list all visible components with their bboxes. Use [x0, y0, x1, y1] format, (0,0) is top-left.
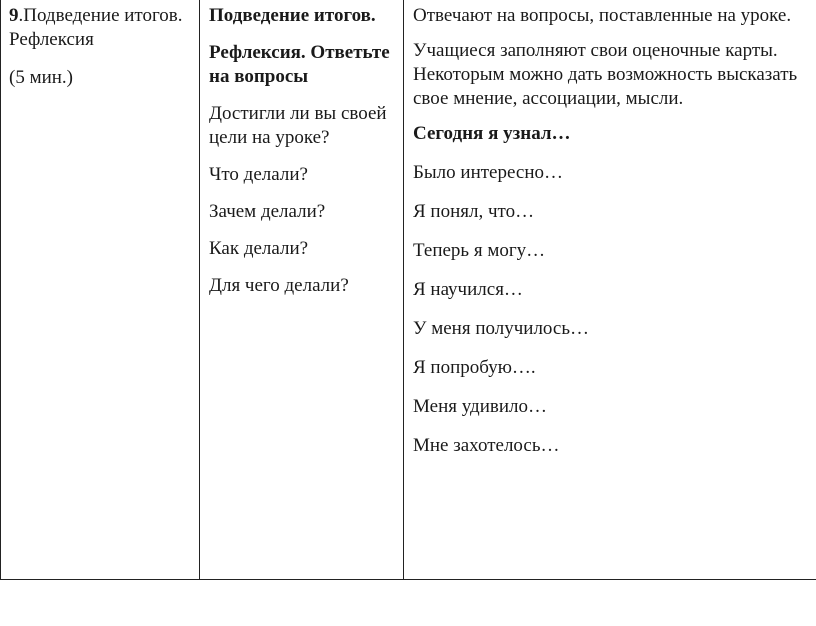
stage-cell [1, 0, 200, 580]
prompt-item: Я научился… [413, 279, 523, 300]
question-item: Что делали? [209, 164, 308, 185]
prompt-item: Мне захотелось… [413, 435, 560, 456]
prompt-item: Я понял, что… [413, 201, 535, 222]
stage-title [9, 4, 199, 52]
prompt-item: У меня получилось… [413, 318, 589, 339]
prompt-item: Было интересно… [413, 162, 563, 183]
stage-number: 9 [9, 5, 19, 26]
table-row [1, 0, 816, 580]
answer-text: Отвечают на вопросы, поставленные на уроке. [413, 5, 792, 26]
teacher-activity-cell [200, 0, 404, 580]
question-item: Для чего делали? [209, 275, 349, 296]
question-item: Как делали? [209, 238, 309, 259]
student-activity-cell [404, 0, 816, 580]
summary-heading: Подведение итогов. [209, 5, 376, 26]
fill-text: Учащиеся заполняют свои оценочные карты. Некоторым можно дать возможность высказать свое мнение, ассоциации, мысли. [413, 40, 798, 109]
prompt-heading: Сегодня я узнал… [413, 123, 571, 144]
prompt-item: Я попробую…. [413, 357, 536, 378]
prompt-item: Меня удивило… [413, 396, 547, 417]
stage-name: .Подведение итогов. Рефлексия [9, 5, 183, 50]
reflection-heading: Рефлексия. Ответьте на вопросы [209, 42, 390, 87]
question-item: Зачем делали? [209, 201, 326, 222]
question-item: Достигли ли вы своей цели на уроке? [209, 103, 387, 148]
prompt-item: Теперь я могу… [413, 240, 546, 261]
stage-duration: (5 мин.) [9, 67, 74, 88]
